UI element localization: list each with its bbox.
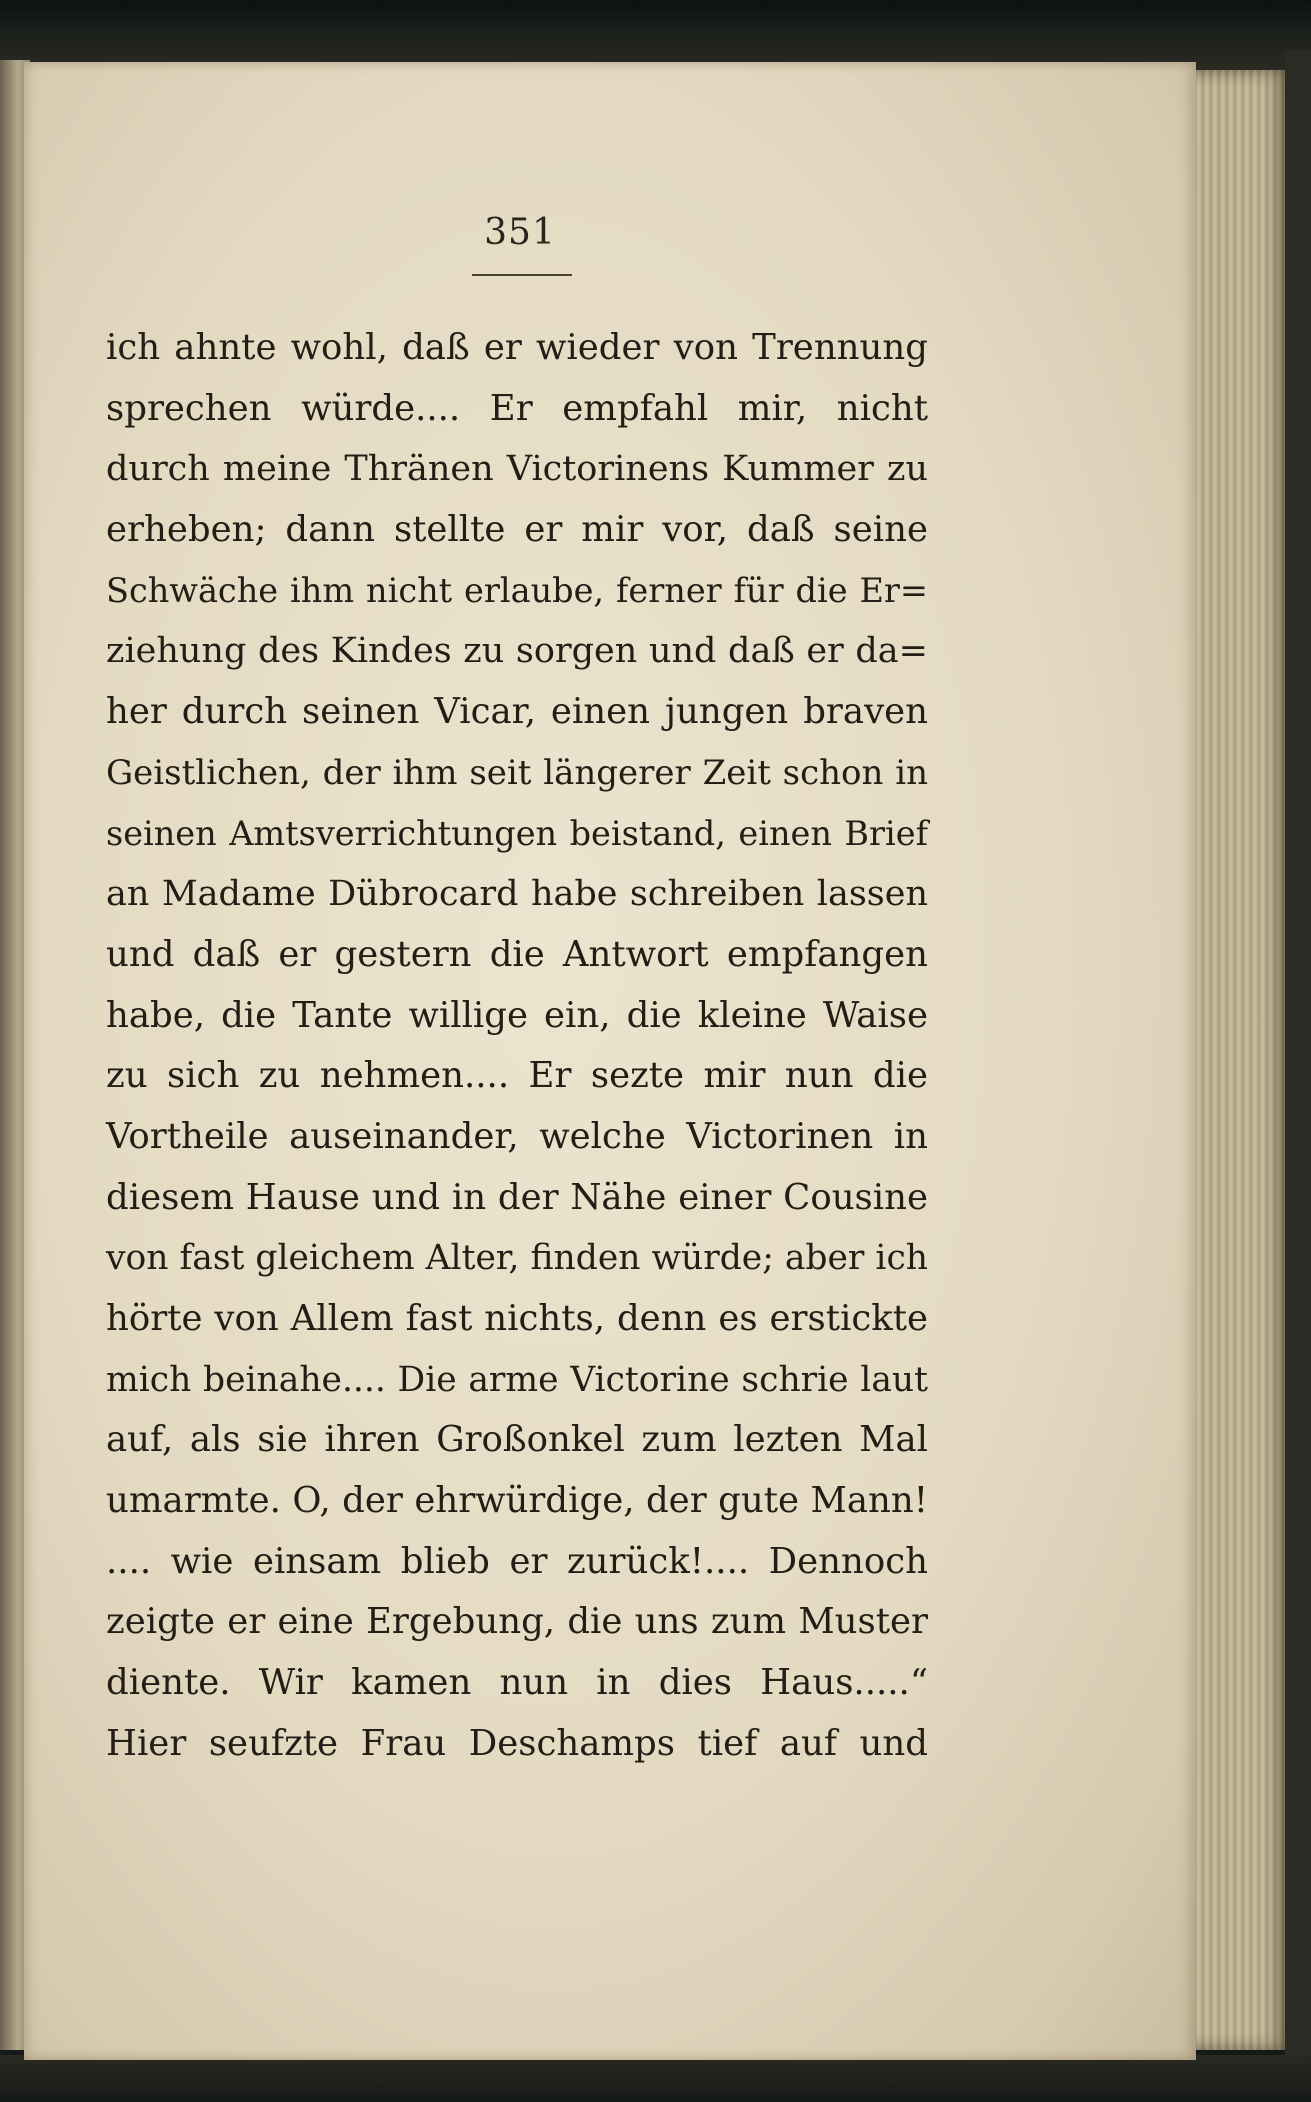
text-line: .... wie einsam blieb er zurück!.... Dennoch (106, 1540, 928, 1582)
text-line: auf, als sie ihren Großonkel zum lezten Mal (106, 1419, 928, 1461)
text-line: erheben; dann stellte er mir vor, daß seine (106, 509, 928, 551)
page-stack-edge (1190, 70, 1290, 2050)
body-text (106, 318, 928, 1775)
text-line: zeigte er eine Ergebung, die uns zum Muster (106, 1601, 928, 1643)
text-line: diente. Wir kamen nun in dies Haus.....“ (106, 1662, 928, 1704)
text-line: von fast gleichem Alter, finden würde; aber ich (106, 1238, 928, 1279)
text-line: seinen Amtsverrichtungen beistand, einen Brief (106, 813, 928, 853)
text-line: zu sich zu nehmen.... Er sezte mir nun die (106, 1055, 928, 1097)
page-number-rule (472, 274, 572, 276)
text-line: hörte von Allem fast nichts, denn es erstickte (106, 1298, 928, 1339)
text-line: her durch seinen Vicar, einen jungen braven (106, 691, 928, 733)
text-line: sprechen würde.... Er empfahl mir, nicht (106, 387, 928, 429)
book-top-edge (0, 0, 1311, 70)
text-line: und daß er gestern die Antwort empfangen (106, 933, 928, 975)
text-line: durch meine Thränen Victorinens Kummer zu (106, 449, 928, 490)
text-line: Schwäche ihm nicht erlaube, ferner für die Er= (106, 570, 928, 610)
text-line: ich ahnte wohl, daß er wieder von Trennung (106, 327, 928, 368)
text-line: ziehung des Kindes zu sorgen und daß er da= (106, 631, 928, 672)
book-bottom-edge (0, 2055, 1311, 2102)
text-line: Hier seufzte Frau Deschamps tief auf und (106, 1722, 928, 1764)
text-line: Vortheile auseinander, welche Victorinen in (106, 1115, 928, 1157)
book-cover-edge (1285, 50, 1311, 2102)
text-line: an Madame Dübrocard habe schreiben lassen (106, 874, 928, 915)
text-line: mich beinahe.... Die arme Victorine schrie laut (106, 1359, 928, 1400)
text-line: habe, die Tante willige ein, die kleine Waise (106, 994, 928, 1036)
text-line: Geistlichen, der ihm seit längerer Zeit schon in (106, 752, 928, 793)
text-line: diesem Hause und in der Nähe einer Cousine (106, 1176, 928, 1218)
text-line: umarmte. O, der ehrwürdige, der gute Mann! (106, 1480, 928, 1522)
page-number: 351 (484, 212, 556, 253)
